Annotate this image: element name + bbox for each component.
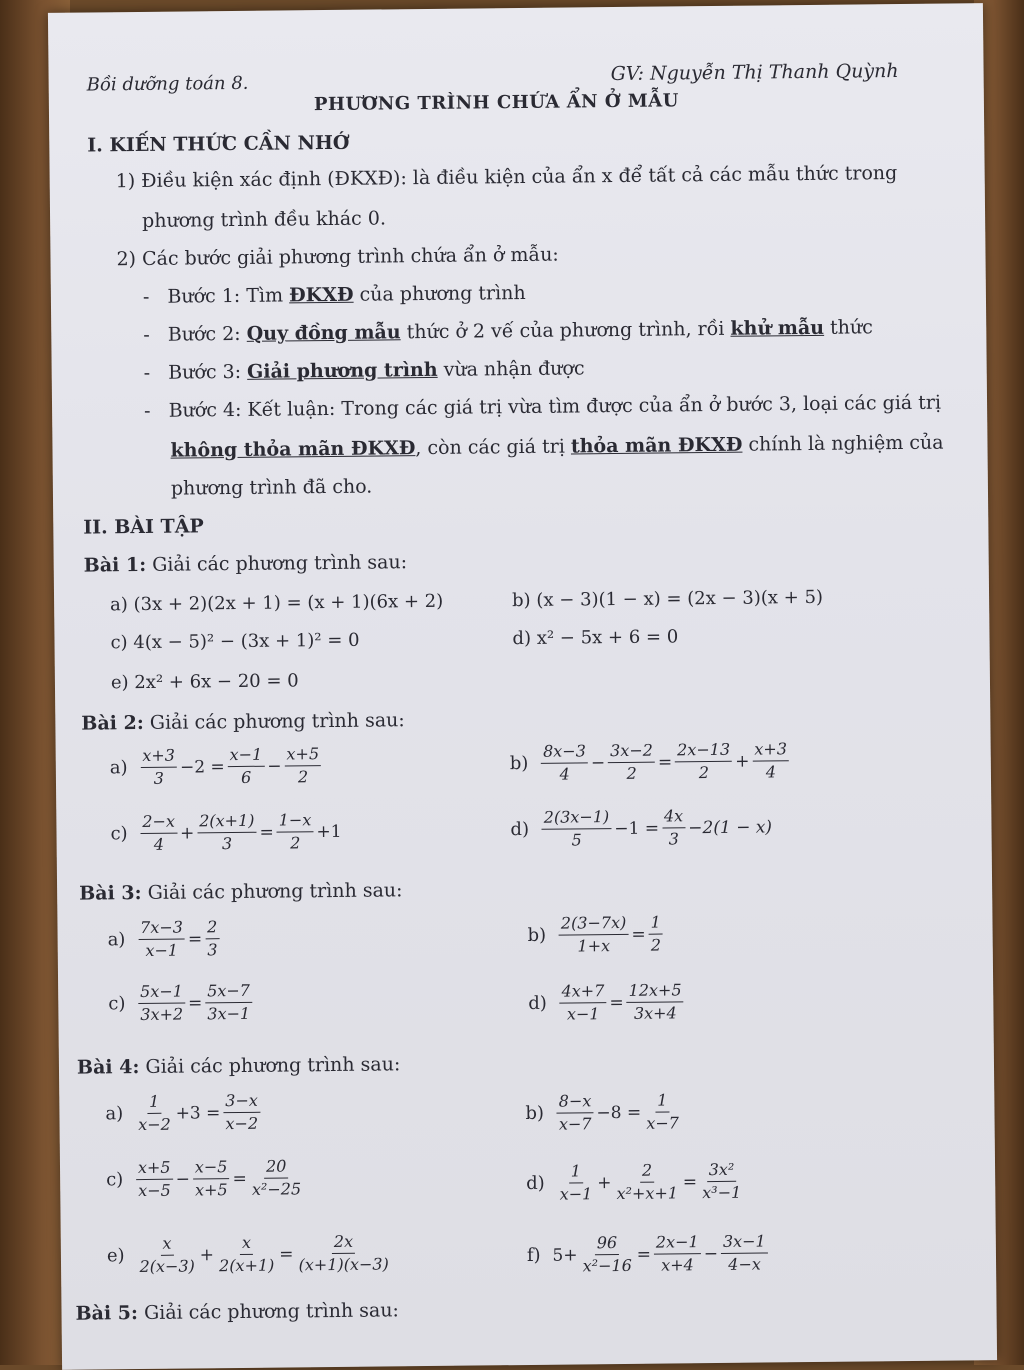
numerator: 3x² (707, 1160, 737, 1182)
denominator: 3x+4 (633, 1003, 677, 1023)
fraction (608, 741, 655, 784)
ex3-a-label: a) (107, 929, 126, 951)
denominator: 3 (207, 940, 218, 960)
fraction (217, 1233, 277, 1277)
numerator: 7x−3 (138, 918, 185, 940)
fraction (721, 1231, 768, 1274)
section-heading-exercises: II. BÀI TẬP (83, 515, 204, 539)
fraction (541, 741, 588, 784)
step3 (144, 357, 585, 384)
exercise-5-label: Bài 5: (75, 1302, 139, 1325)
fraction (284, 744, 321, 787)
ex4-e (107, 1231, 393, 1277)
numerator: 1 (569, 1161, 583, 1183)
ex4-b-label: b) (525, 1102, 545, 1124)
fraction (223, 1091, 260, 1134)
denominator: x²−25 (251, 1179, 302, 1199)
fraction (542, 807, 612, 851)
operator: − (175, 1169, 191, 1190)
denominator: 4 (559, 764, 570, 784)
denominator: x−2 (138, 1114, 171, 1135)
fraction (136, 1092, 173, 1135)
numerator: 5x−1 (138, 982, 185, 1004)
ex4-a (105, 1091, 262, 1136)
ex4-d (526, 1160, 745, 1205)
exercise-4-heading (77, 1053, 401, 1078)
numerator: x+5 (284, 744, 321, 766)
denominator: 2 (698, 763, 710, 783)
numerator: 2(3−7x) (559, 913, 629, 936)
exercise-instruction: Giải các phương trình sau: (149, 709, 405, 734)
numerator: 1−x (277, 810, 314, 832)
ex3-c (108, 981, 254, 1026)
step3-text: Bước 3: (168, 360, 248, 384)
fraction (137, 1233, 197, 1277)
ex1-d: d) x² − 5x + 6 = 0 (512, 626, 679, 650)
step2-key2: khử mẫu (730, 316, 825, 340)
operator: +3 = (175, 1102, 221, 1124)
step2-tail: thức (823, 316, 873, 339)
operator: + (179, 822, 195, 844)
denominator: 2 (626, 763, 637, 783)
header-course: Bồi dưỡng toán 8. (86, 72, 249, 96)
numerator: x−5 (193, 1157, 230, 1179)
item1-line2: phương trình đều khác 0. (141, 207, 387, 232)
fraction (580, 1233, 634, 1277)
numerator: 3x−2 (608, 741, 655, 763)
numerator: 4x (662, 806, 685, 828)
step1-key: ĐKXĐ (288, 283, 354, 307)
ex4-d-label: d) (526, 1172, 545, 1194)
operator: 5+ (552, 1244, 578, 1266)
numerator: 96 (595, 1233, 620, 1255)
step4-key2: thỏa mãn ĐKXĐ (570, 433, 743, 458)
denominator: 3 (221, 834, 233, 854)
operator: −8 = (596, 1102, 642, 1123)
numerator: 8x−3 (541, 741, 588, 763)
step1-text: Bước 1: Tìm (167, 284, 290, 308)
operator: = (187, 928, 203, 950)
denominator: 3x+2 (140, 1004, 184, 1025)
step4-key1: không thỏa mãn ĐKXĐ (170, 437, 416, 462)
exercise-instruction: Giải các phương trình sau: (145, 1053, 401, 1078)
denominator: 3 (153, 768, 165, 788)
numerator: 2(3x−1) (542, 807, 612, 830)
denominator: 1+x (577, 936, 611, 956)
denominator: x²+x+1 (616, 1183, 679, 1204)
step2-key1: Quy đồng mẫu (246, 321, 401, 345)
step2-mid: thức ở 2 vế của phương trình, rồi (400, 317, 731, 344)
exercise-instruction: Giải các phương trình sau: (147, 879, 403, 904)
worksheet-content (48, 3, 997, 1370)
numerator: 4x+7 (559, 981, 606, 1003)
step4-text: Bước 4: Kết luận: Trong các giá trị vừa tìm được của ẩn ở bước 3, loại các giá trị (168, 391, 942, 422)
fraction (559, 981, 606, 1024)
operator: = (631, 924, 646, 945)
ex2-c-label: c) (110, 823, 128, 845)
ex3-c-label: c) (108, 993, 126, 1015)
ex2-a (110, 744, 324, 789)
fraction (644, 1090, 681, 1133)
exercise-1-heading (84, 551, 408, 576)
numerator: 2x (332, 1232, 355, 1254)
section-heading-knowledge: I. KIẾN THỨC CẦN NHỚ (87, 131, 350, 157)
ex3-b-label: b) (527, 924, 547, 946)
exercise-instruction: Giải các phương trình sau: (152, 551, 408, 576)
numerator: x (240, 1233, 253, 1255)
operator: + (597, 1172, 612, 1193)
denominator: 2 (650, 935, 662, 955)
operator: = (259, 822, 274, 843)
ex1-c: c) 4(x − 5)² − (3x + 1)² = 0 (110, 629, 360, 654)
numerator: 5x−7 (205, 981, 252, 1003)
worksheet-paper (48, 3, 997, 1370)
denominator: x³−1 (702, 1182, 742, 1203)
step3-tail: vừa nhận được (437, 357, 585, 381)
fraction (648, 913, 663, 956)
denominator: 2(x−3) (139, 1256, 195, 1277)
fraction (559, 913, 629, 957)
operator: − (267, 756, 282, 777)
exercise-5-heading (75, 1299, 399, 1324)
fraction (197, 811, 257, 855)
denominator: x−7 (646, 1113, 679, 1133)
fraction (193, 1157, 230, 1200)
denominator: 4 (153, 834, 165, 854)
denominator: x+5 (194, 1180, 228, 1200)
exercise-4-label: Bài 4: (76, 1056, 140, 1079)
fraction (557, 1091, 594, 1134)
numerator: 1 (147, 1092, 161, 1114)
operator: = (187, 992, 203, 1014)
step-dash: - (143, 399, 151, 422)
exercise-instruction: Giải các phương trình sau: (143, 1299, 400, 1324)
step4-line1 (144, 392, 941, 422)
ex4-b (525, 1090, 683, 1135)
ex4-c (106, 1156, 305, 1201)
step1 (143, 282, 526, 308)
numerator: 3−x (223, 1091, 260, 1113)
denominator: x−1 (566, 1004, 600, 1024)
numerator: 1 (655, 1090, 669, 1112)
operator: = (657, 751, 673, 773)
numerator: x+3 (752, 739, 789, 761)
numerator: 2(x+1) (197, 811, 257, 834)
exercise-3-label: Bài 3: (79, 882, 142, 905)
fraction (138, 982, 185, 1025)
step2 (143, 316, 873, 346)
operator: = (279, 1243, 294, 1265)
fraction (296, 1231, 391, 1275)
exercise-2-label: Bài 2: (81, 711, 144, 735)
denominator: 4−x (728, 1254, 761, 1274)
step3-key: Giải phương trình (246, 358, 438, 383)
operator: +1 (316, 821, 342, 842)
denominator: x+4 (661, 1255, 694, 1275)
numerator: 8−x (557, 1091, 594, 1113)
ex2-b-label: b) (509, 752, 529, 775)
step4-mid: , còn các giá trị (415, 435, 572, 460)
operator: = (636, 1244, 652, 1265)
numerator: 1 (648, 913, 662, 935)
numerator: x (160, 1234, 173, 1256)
denominator: 6 (240, 767, 252, 787)
operator: −2 = (179, 756, 225, 778)
ex2-c (110, 810, 342, 855)
denominator: 2(x+1) (218, 1255, 275, 1276)
denominator: x²−16 (582, 1255, 632, 1276)
ex1-b: b) (x − 3)(1 − x) = (2x − 3)(x + 5) (511, 586, 824, 612)
operator: − (590, 752, 606, 773)
fraction (277, 810, 314, 853)
fraction (662, 806, 686, 849)
ex3-d (528, 980, 686, 1025)
operator: + (735, 751, 750, 772)
denominator: x−1 (145, 940, 179, 960)
ex3-b (527, 913, 665, 957)
denominator: 4 (765, 762, 777, 782)
fraction (752, 739, 789, 782)
operator: + (199, 1244, 215, 1265)
item2: 2) Các bước giải phương trình chứa ẩn ở mẫu: (116, 243, 559, 271)
numerator: 2 (640, 1161, 654, 1183)
fraction (228, 745, 265, 788)
ex1-a: a) (3x + 2)(2x + 1) = (x + 1)(6x + 2) (110, 590, 444, 616)
step4-tail: chính là nghiệm của (742, 431, 944, 456)
operator: −1 = (614, 818, 660, 839)
fraction (614, 1160, 680, 1204)
denominator: 5 (571, 830, 582, 850)
ex4-f-label: f) (526, 1244, 541, 1266)
fraction (557, 1161, 594, 1204)
fraction (675, 740, 732, 784)
ex1-e: e) 2x² + 6x − 20 = 0 (110, 670, 299, 694)
step-dash: - (143, 323, 150, 346)
numerator: 2 (205, 917, 219, 939)
operator: = (609, 992, 624, 1013)
ex2-d (510, 805, 773, 851)
denominator: (x+1)(x−3) (298, 1254, 389, 1275)
numerator: x+3 (140, 746, 177, 768)
operator: −2(1 − x) (688, 816, 773, 838)
fraction (654, 1232, 701, 1275)
step4-line3: phương trình đã cho. (170, 475, 373, 500)
numerator: 12x+5 (626, 980, 683, 1003)
fraction (250, 1156, 304, 1200)
step1-tail: của phương trình (353, 281, 526, 306)
numerator: x−1 (228, 745, 265, 767)
denominator: x−1 (559, 1184, 593, 1204)
fraction (140, 812, 177, 855)
exercise-2-heading (81, 709, 405, 734)
step4-line2 (170, 432, 943, 462)
fraction (700, 1160, 743, 1203)
ex2-a-label: a) (109, 757, 128, 779)
ex2-b (510, 739, 792, 785)
step2-text: Bước 2: (167, 322, 247, 346)
exercise-3-heading (79, 879, 403, 904)
ex3-d-label: d) (528, 992, 547, 1014)
header-teacher: GV: Nguyễn Thị Thanh Quỳnh (610, 60, 899, 86)
denominator: 2 (297, 767, 309, 787)
denominator: 3 (668, 829, 679, 849)
item1-line1: 1) Điều kiện xác định (ĐKXĐ): là điều kiện của ẩn x để tất cả các mẫu thức trong (115, 162, 898, 193)
denominator: 2 (290, 833, 301, 853)
fraction (140, 746, 177, 789)
fraction (205, 981, 252, 1024)
ex4-f (527, 1231, 770, 1277)
fraction (626, 980, 683, 1024)
numerator: 2−x (140, 812, 177, 834)
denominator: x−7 (558, 1114, 592, 1134)
operator: = (682, 1171, 698, 1192)
denominator: 3x−1 (207, 1003, 251, 1024)
fraction (136, 1158, 173, 1201)
operator: = (232, 1168, 247, 1189)
numerator: x+5 (136, 1158, 173, 1180)
exercise-1-label: Bài 1: (83, 553, 147, 577)
denominator: x−5 (138, 1180, 171, 1201)
operator: − (703, 1243, 719, 1264)
ex4-c-label: c) (106, 1169, 124, 1191)
numerator: 2x−13 (675, 740, 732, 763)
numerator: 3x−1 (721, 1231, 768, 1253)
step-dash: - (142, 285, 150, 308)
ex4-e-label: e) (106, 1245, 125, 1267)
fraction (138, 918, 185, 961)
ex2-d-label: d) (510, 818, 530, 841)
numerator: 2x−1 (654, 1232, 701, 1254)
step-dash: - (143, 361, 151, 384)
numerator: 20 (264, 1156, 289, 1178)
ex3-a (107, 917, 221, 961)
fraction (205, 917, 220, 960)
ex4-a-label: a) (105, 1103, 124, 1125)
denominator: x−2 (225, 1113, 259, 1134)
page-title: PHƯƠNG TRÌNH CHỨA ẨN Ở MẪU (313, 90, 679, 116)
